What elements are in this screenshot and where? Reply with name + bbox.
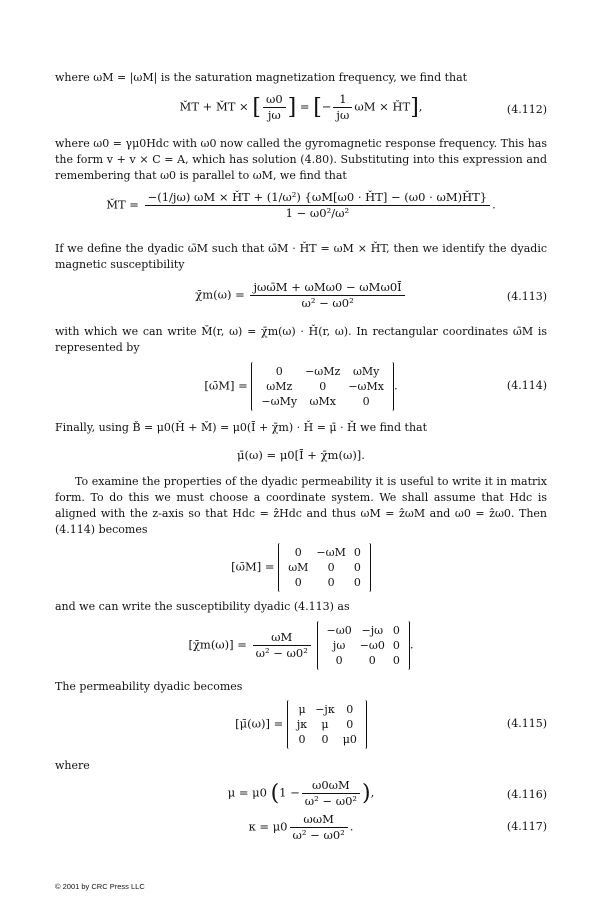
- matrix-cell: 0: [362, 395, 370, 408]
- equation-chi-matrix: [χ̄m(ω)] = $\frac{\omega M}{\text{ω² − ω0²}}$ −ω0 −jω 0 jω −ω0 0 0 0 0 .: [55, 621, 547, 670]
- paragraph-5: Finally, using B̌ = μ0(Ȟ + M̌) = μ0(Ī + χ̄m) · Ȟ = μ̄ · Ȟ we find that: [55, 421, 428, 434]
- eq-number-4-117: (4.117): [506, 820, 547, 833]
- matrix-cell: 0: [275, 365, 283, 378]
- matrix-cell: ωMy: [352, 365, 380, 378]
- matrix-cell: 0: [346, 718, 354, 731]
- eq112-equals: =: [299, 99, 310, 114]
- equation-mu: μ̄(ω) = μ0[Ī + χ̄m(ω)].: [237, 448, 365, 462]
- matrix-cell: 0: [353, 561, 361, 574]
- matrix-cell: 0: [353, 576, 361, 589]
- matrix-cell: 0: [298, 733, 306, 746]
- paragraph-1: where ωM = |ωM| is the saturation magnetization frequency, we find that: [55, 71, 468, 84]
- matrix-omega-M: [251, 362, 394, 411]
- matrix-omega-M-z: [278, 543, 371, 592]
- matrix-cell: −ωMz: [305, 365, 341, 378]
- equation-MT: M̌T = $\frac{\text{−(1/jω) ωM × ȞT + (1/ω²) \{ωM[ω0 · ȞT] − (ω0 · ωM)ȞT\}}}{\text{1 − ω0²/ω²}}$ .: [106, 190, 496, 220]
- matrix-cell: jκ: [296, 718, 308, 731]
- equation-4-115: [μ̄(ω)] = μ −jκ 0 jκ μ 0 0 0 μ0: [55, 700, 547, 749]
- paragraph-3: If we define the dyadic ω̄M such that ω̄M · ȞT = ωM × ȞT, then we identify the dyadic magnetic susceptibility: [55, 242, 547, 271]
- paragraph-2: where ω0 = γμ0Hdc with ω0 now called the gyromagnetic response frequency. This has the form v + v × C = A, which has solution (4.80). Substituting into this expression and remembering that ω0 is parallel to ωM, we find that: [55, 137, 547, 182]
- matrix-cell: 0: [346, 703, 354, 716]
- eq112-fraction: $\frac{\omega 0}{j\omega}$: [263, 92, 286, 123]
- paragraph-4: with which we can write M̌(r, ω) = χ̄m(ω) · Ȟ(r, ω). In rectangular coordinates ω̄M is represented by: [55, 325, 547, 354]
- paragraph-8: The permeability dyadic becomes: [55, 680, 243, 693]
- matrix-cell: 0: [392, 624, 400, 637]
- matrix-cell: μ0: [342, 733, 357, 746]
- matrix-cell: ωMx: [309, 395, 336, 408]
- eq117-fraction: $\frac{\text{ωωM}}{\text{ω² − ω0²}}$: [290, 812, 348, 843]
- matrix-mu: [287, 700, 367, 749]
- equation-4-117: κ = μ0 $\frac{\text{ωωM}}{\text{ω² − ω0²}}$ .: [248, 812, 354, 842]
- eq-number-4-114: (4.114): [506, 379, 547, 392]
- eq-number-4-116: (4.116): [506, 788, 547, 801]
- eq113-fraction: $\frac{\text{jωω̄M + ωMω0 − ωMω0Ī}}{\text{ω² − ω0²}}$: [250, 280, 404, 311]
- matrix-cell: 0: [327, 561, 335, 574]
- matrix-cell: 0: [294, 546, 302, 559]
- matrix-cell: 0: [327, 576, 335, 589]
- matrix-cell: ωMz: [266, 380, 293, 393]
- matrix-cell: −jκ: [315, 703, 335, 716]
- copyright-footer: © 2001 by CRC Press LLC: [55, 882, 145, 891]
- matrix-cell: −ω0: [359, 639, 385, 652]
- eq-number-4-115: (4.115): [506, 717, 547, 730]
- paragraph-7: and we can write the susceptibility dyadic (4.113) as: [55, 600, 350, 613]
- matrix-cell: 0: [335, 654, 343, 667]
- matrix-cell: ωM: [288, 561, 309, 574]
- paragraph-6: To examine the properties of the dyadic permeability it is useful to write it in matrix form. To do this we must choose a coordinate system. We shall assume that Hdc is aligned with the z-axis so that Hdc = ẑHdc and thus ωM = ẑωM and ω0 = ẑω0. Then (4.114) becomes: [55, 475, 547, 536]
- matrix-cell: jω: [332, 639, 346, 652]
- matrix-cell: μ: [321, 718, 329, 731]
- equation-4-116: μ = μ0 (1 − $\frac{\omega 0\omega M}{\text{ω² − ω0²}}$ ),: [227, 778, 375, 808]
- matrix-cell: 0: [392, 654, 400, 667]
- eqMT-fraction: $\frac{\text{−(1/jω) ωM × ȞT + (1/ω²) \{ωM[ω0 · ȞT] − (ω0 · ωM)ȞT\}}}{\text{1 − ω0²/ω²}}$: [145, 190, 491, 221]
- equation-omega-M-z: [ω̄M] = 0 −ωM 0 ωM 0 0 0 0 0: [55, 543, 547, 592]
- bracket-close: ]: [287, 95, 297, 120]
- matrix-cell: −ω0: [326, 624, 352, 637]
- matrix-chi: [317, 621, 410, 670]
- bracket-open: [: [252, 95, 261, 120]
- matrix-cell: 0: [321, 733, 329, 746]
- equation-4-112: M̌T + M̌T × [ $\frac{\omega 0}{j\omega}$ ] = [− $\frac{1}{j\omega}$ ωM × ȞT],: [179, 92, 423, 122]
- paragraph-9: where: [55, 759, 90, 772]
- eq-number-4-113: (4.113): [506, 290, 547, 303]
- matrix-cell: −ωM: [316, 546, 346, 559]
- matrix-cell: μ: [298, 703, 306, 716]
- eq112-lhs: M̌T + M̌T ×: [179, 99, 249, 114]
- eq-number-4-112: (4.112): [506, 103, 547, 116]
- matrix-cell: −jω: [361, 624, 384, 637]
- equation-4-113: χ̄m(ω) = $\frac{\text{jωω̄M + ωMω0 − ωMω0Ī}}{\text{ω² − ω0²}}$: [55, 280, 547, 311]
- eqchi-fraction: $\frac{\omega M}{\text{ω² − ω0²}}$: [253, 630, 311, 661]
- matrix-cell: −ωMx: [348, 380, 384, 393]
- equation-4-114: [ω̄M] = 0 −ωMz ωMy ωMz 0 −ωMx −ωMy ωMx 0 .: [55, 362, 547, 411]
- matrix-cell: 0: [294, 576, 302, 589]
- matrix-cell: 0: [368, 654, 376, 667]
- matrix-cell: 0: [353, 546, 361, 559]
- matrix-cell: 0: [319, 380, 327, 393]
- matrix-cell: −ωMy: [261, 395, 298, 408]
- eq112-rhs-fraction: $\frac{1}{j\omega}$: [333, 92, 352, 123]
- eq116-fraction: $\frac{\omega 0\omega M}{\text{ω² − ω0²}}$: [302, 778, 360, 809]
- matrix-cell: 0: [392, 639, 400, 652]
